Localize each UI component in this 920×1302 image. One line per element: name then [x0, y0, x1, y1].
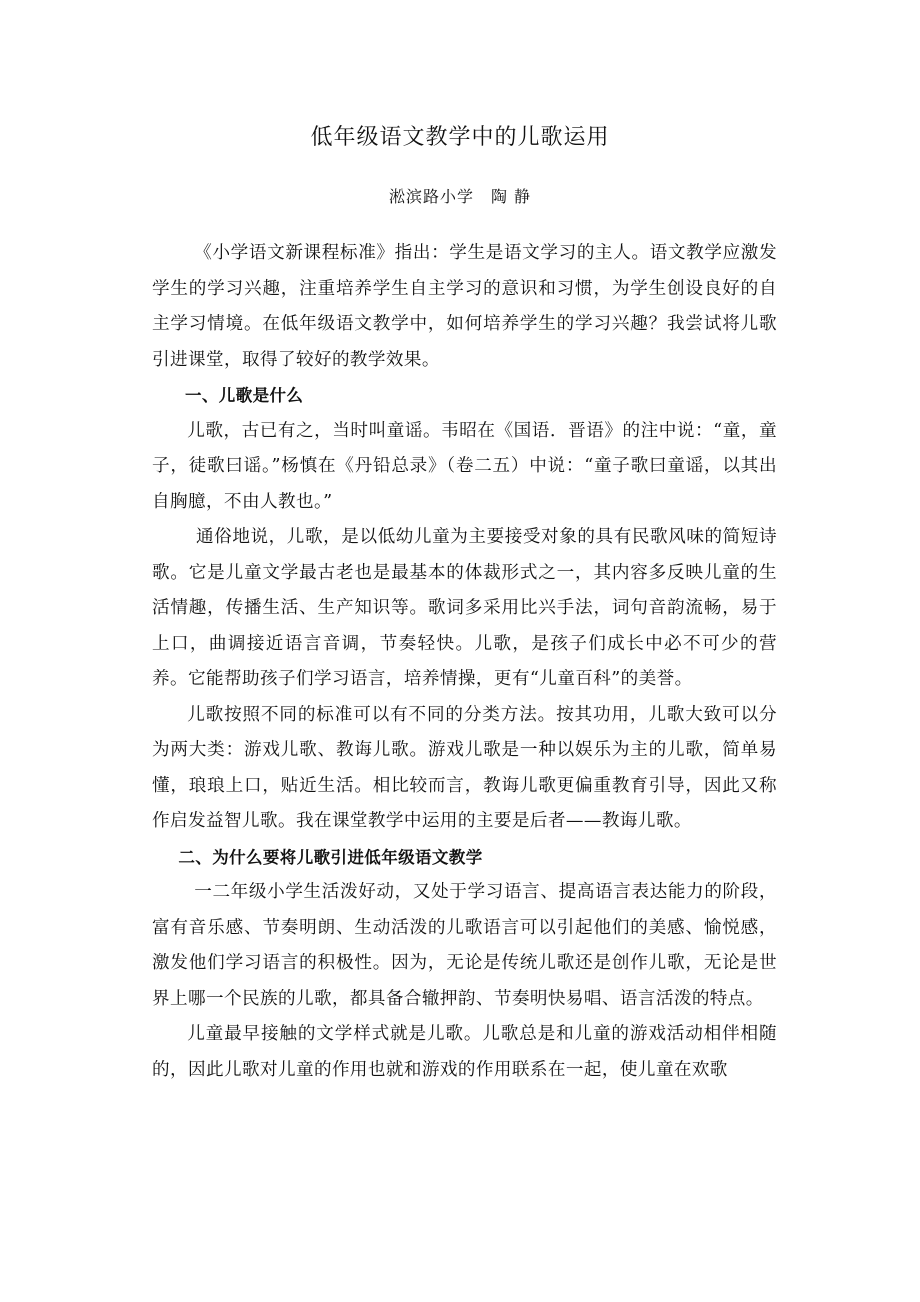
document-body: [152, 236, 777, 1088]
paragraph: 儿歌按照不同的标准可以有不同的分类方法。按其功用，儿歌大致可以分为两大类：游戏儿歌、教诲儿歌。游戏儿歌是一种以娱乐为主的儿歌，简单易懂，琅琅上口，贴近生活。相比较而言，教诲儿歌更偏重教育引导，因此又称作启发益智儿歌。我在课堂教学中运用的主要是后者——教诲儿歌。: [152, 704, 777, 831]
paragraph: 通俗地说，儿歌，是以低幼儿童为主要接受对象的具有民歌风味的简短诗歌。它是儿童文学最古老也是最基本的体裁形式之一，其内容多反映儿童的生活情趣，传播生活、生产知识等。歌词多采用比兴手法，词句音韵流畅，易于上口，曲调接近语言音调，节奏轻快。儿歌，是孩子们成长中必不可少的营养。它能帮助孩子们学习语言，培养情操，更有“儿童百科”的美誉。: [152, 527, 777, 689]
section-heading-2: 二、为什么要将儿歌引进低年级语文教学: [178, 847, 483, 867]
paragraph: 儿歌，古已有之，当时叫童谣。韦昭在《国语．晋语》的注中说：“童，童子，徒歌曰谣。”杨慎在《丹铅总录》（卷二五）中说：“童子歌曰童谣，以其出自胸臆，不由人教也。”: [152, 420, 777, 512]
paragraph: 儿童最早接触的文学样式就是儿歌。儿歌总是和儿童的游戏活动相伴相随的，因此儿歌对儿童的作用也就和游戏的作用联系在一起，使儿童在欢歌: [152, 1024, 777, 1080]
intro-paragraph: 《小学语文新课程标准》指出：学生是语文学习的主人。语文教学应激发学生的学习兴趣，注重培养学生自主学习的意识和习惯，为学生创设良好的自主学习情境。在低年级语文教学中，如何培养学生的学习兴趣？我尝试将儿歌引进课堂，取得了较好的教学效果。: [152, 243, 777, 370]
paragraph: 一二年级小学生活泼好动，又处于学习语言、提高语言表达能力的阶段，富有音乐感、节奏明朗、生动活泼的儿歌语言可以引起他们的美感、愉悦感，激发他们学习语言的积极性。因为，无论是传统儿歌还是创作儿歌，无论是世界上哪一个民族的儿歌，都具备合辙押韵、节奏明快易唱、语言活泼的特点。: [152, 882, 777, 1009]
author-byline: 淞滨路小学 陶 静: [388, 187, 532, 206]
section-heading-1: 一、儿歌是什么: [185, 386, 304, 405]
document-title: 低年级语文教学中的儿歌运用: [310, 125, 610, 150]
